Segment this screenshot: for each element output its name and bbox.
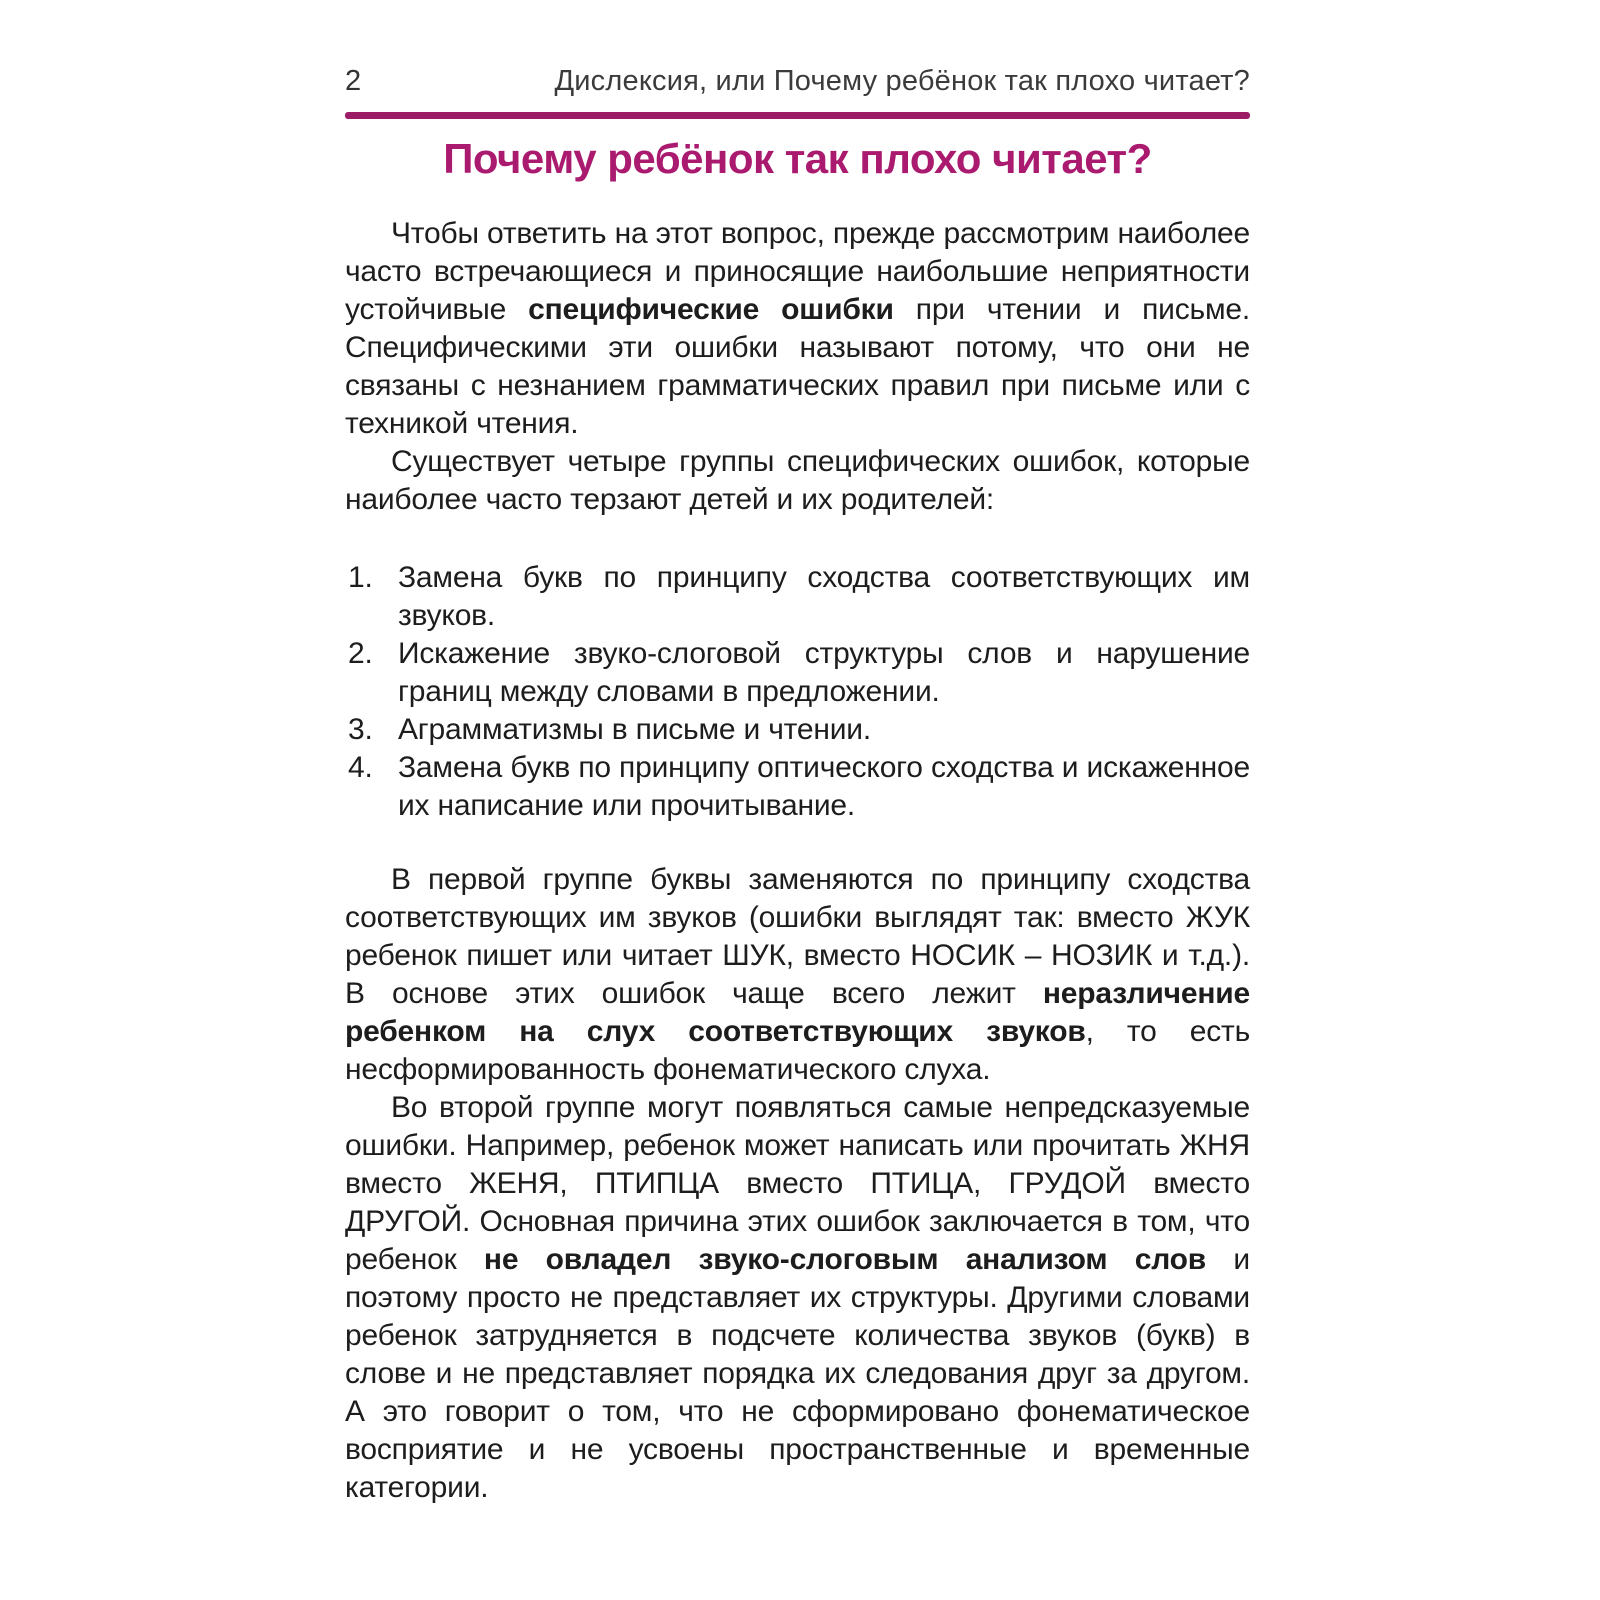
page-number: 2 <box>345 65 362 97</box>
paragraph-text: при чтении и письме. Специфическими эти ошибки называют потому, что они не связаны с незнанием грамматических правил при письме или с техникой чтения. <box>345 293 1251 440</box>
list-item <box>345 749 1250 825</box>
list-item-number: 4. <box>348 751 373 784</box>
chapter-title: Почему ребёнок так плохо читает? <box>443 135 1152 182</box>
header-rule <box>345 112 1250 119</box>
list-item-text: Искажение звуко-слоговой структуры слов и нарушение границ между словами в предложении. <box>398 637 1250 708</box>
error-types-list <box>345 559 1250 825</box>
paragraph-text: Чтобы ответить на этот вопрос, прежде рассмотрим наиболее часто встречающиеся и приносящие наибольшие неприятности устойчивые <box>345 217 1250 326</box>
paragraph-second-group <box>345 1089 1250 1507</box>
paragraph-text: и поэтому просто не представляет их структуры. Другими словами ребенок затрудняется в подсчете количества звуков (букв) в слове и не представляет порядка их следования друг за другом. А это говорит о том, что не сформировано фонематическое восприятие и не усвоены пространственные и временные категории. <box>345 1243 1250 1504</box>
list-item <box>345 711 1250 749</box>
list-item-number: 1. <box>348 561 373 594</box>
list-item-number: 2. <box>348 637 373 670</box>
paragraph-text-bold: неразличение ребенком на слух соответствующих звуков <box>345 977 1250 1048</box>
paragraph-text: , то есть несформированность фонематического слуха. <box>345 1015 1250 1086</box>
paragraph-first-group <box>345 861 1250 1089</box>
list-item-number: 3. <box>348 713 373 746</box>
running-title: Дислексия, или Почему ребёнок так плохо читает? <box>554 65 1250 97</box>
list-item-text: Аграмматизмы в письме и чтении. <box>398 713 871 746</box>
paragraph-intro <box>345 215 1250 443</box>
paragraph-text-bold: не овладел звуко-слоговым анализом слов <box>483 1243 1207 1276</box>
list-item <box>345 559 1250 635</box>
paragraph-text-bold: специфические ошибки <box>528 293 894 326</box>
page-header <box>345 64 1250 98</box>
paragraph-text: Существует четыре группы специфических ошибок, которые наиболее часто терзают детей и их родителей: <box>345 445 1250 516</box>
page-content <box>345 64 1250 1507</box>
paragraph-text: В первой группе буквы заменяются по принципу сходства соответствующих им звуков (ошибки выглядят так: вместо ЖУК ребенок пишет или читает ШУК, вместо НОСИК – НОЗИК и т.д.). В основе этих ошибок чаще всего лежит <box>345 863 1250 1010</box>
paragraph-text: Во второй группе могут появляться самые непредсказуемые ошибки. Например, ребенок может написать или прочитать ЖНЯ вместо ЖЕНЯ, ПТИПЦА вместо ПТИЦА, ГРУДОЙ вместо ДРУГОЙ. Основная причина этих ошибок заключается в том, что ребенок <box>345 1091 1250 1276</box>
list-item <box>345 635 1250 711</box>
list-item-text: Замена букв по принципу оптического сходства и искаженное их написание или прочитывание. <box>398 751 1250 822</box>
paragraph-four-groups <box>345 443 1250 519</box>
list-item-text: Замена букв по принципу сходства соответствующих им звуков. <box>398 561 1250 632</box>
